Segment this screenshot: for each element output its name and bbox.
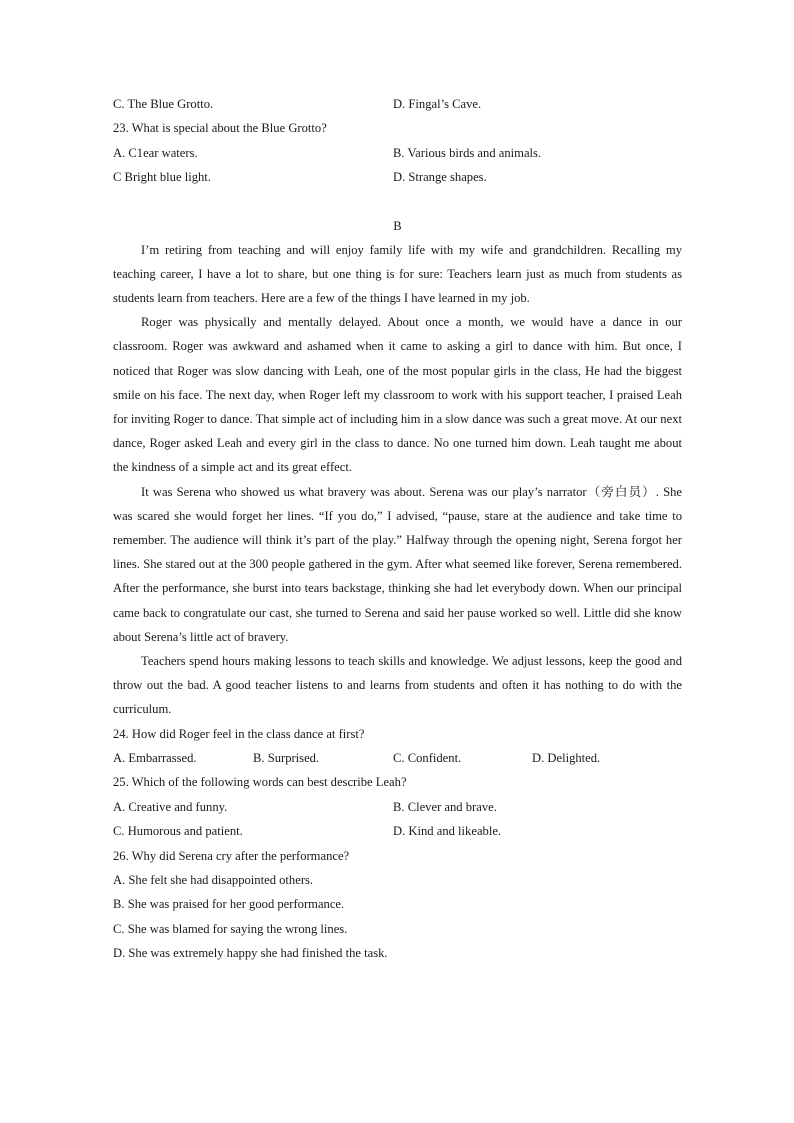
q22-options-cd <box>113 92 682 116</box>
q24-options <box>113 746 682 770</box>
passage <box>113 238 682 722</box>
q25-question: 25. Which of the following words can best describe Leah? <box>113 775 407 790</box>
option-a: A. She felt she had disappointed others. <box>113 872 314 887</box>
section-heading: B <box>393 218 402 233</box>
q23-question: 23. What is special about the Blue Grotto? <box>113 121 327 136</box>
option-d: D. She was extremely happy she had finished the task. <box>113 946 388 961</box>
passage-paragraph: It was Serena who showed us what bravery was about. Serena was our play’s narrator（旁白员）. She was scared she would forget her lines. “If you do,” I advised, “pause, stare at the audience and take time to remember. The audience will think it’s part of the play.” Halfway through the opening night, Serena forgot her lines. She stared out at the 300 people gathered in the gym. After what seemed like forever, Serena remembered. After the performance, she burst into tears backstage, thinking she had let everybody down. When our principal came back to congratulate our cast, she turned to Serena and said her pause worked so well. Little did she know about Serena’s little act of bravery. <box>113 484 682 644</box>
exam-page <box>113 92 682 966</box>
option-d: D. Strange shapes. <box>393 170 487 185</box>
option-a: A. Creative and funny. <box>113 799 228 814</box>
passage-paragraph: Teachers spend hours making lessons to teach skills and knowledge. We adjust lessons, keep the good and throw out the bad. A good teacher listens to and learns from students and often it has nothing to do with the curriculum. <box>113 654 682 717</box>
option-c: C Bright blue light. <box>113 170 211 185</box>
q26-question: 26. Why did Serena cry after the performance? <box>113 848 350 863</box>
passage-paragraph: I’m retiring from teaching and will enjoy family life with my wife and grandchildren. Recalling my teaching career, I have a lot to share, but one thing is for sure: Teachers learn just as much from students as students learn from teachers. Here are a few of the things I have learned in my job. <box>113 242 682 305</box>
q23-options-ab <box>113 141 682 165</box>
question-list <box>113 722 682 966</box>
q25-options-ab <box>113 795 682 819</box>
passage-paragraph: Roger was physically and mentally delayed. About once a month, we would have a dance in our classroom. Roger was awkward and ashamed when it came to asking a girl to dance with him. But once, I noticed that Roger was slow dancing with Leah, one of the most popular girls in the class, He had the biggest smile on his face. The next day, when Roger left my classroom to work with his support teacher, I praised Leah for inviting Roger to dance. That simple act of including him in a slow dance was such a great move. At our next dance, Roger asked Leah and every girl in the class to dance. No one turned him down. Leah taught me about the kindness of a simple act and its great effect. <box>113 315 682 475</box>
option-b: B. Various birds and animals. <box>393 145 542 160</box>
option-b: B. Clever and brave. <box>393 799 497 814</box>
option-b: B. She was praised for her good performance. <box>113 897 345 912</box>
q23-options-cd <box>113 165 682 189</box>
option-d: D. Fingal’s Cave. <box>393 97 482 111</box>
option-c: C. Humorous and patient. <box>113 824 243 839</box>
option-a: A. C1ear waters. <box>113 145 198 160</box>
option-d: D. Kind and likeable. <box>393 824 502 839</box>
q24-question: 24. How did Roger feel in the class dance at first? <box>113 726 365 741</box>
option-b: B. Surprised. <box>253 751 320 766</box>
option-a: A. Embarrassed. <box>113 751 197 766</box>
option-c: C. Confident. <box>393 751 462 766</box>
option-c: C. The Blue Grotto. <box>113 97 214 111</box>
q25-options-cd <box>113 819 682 843</box>
option-c: C. She was blamed for saying the wrong lines. <box>113 921 348 936</box>
option-d: D. Delighted. <box>532 751 601 766</box>
